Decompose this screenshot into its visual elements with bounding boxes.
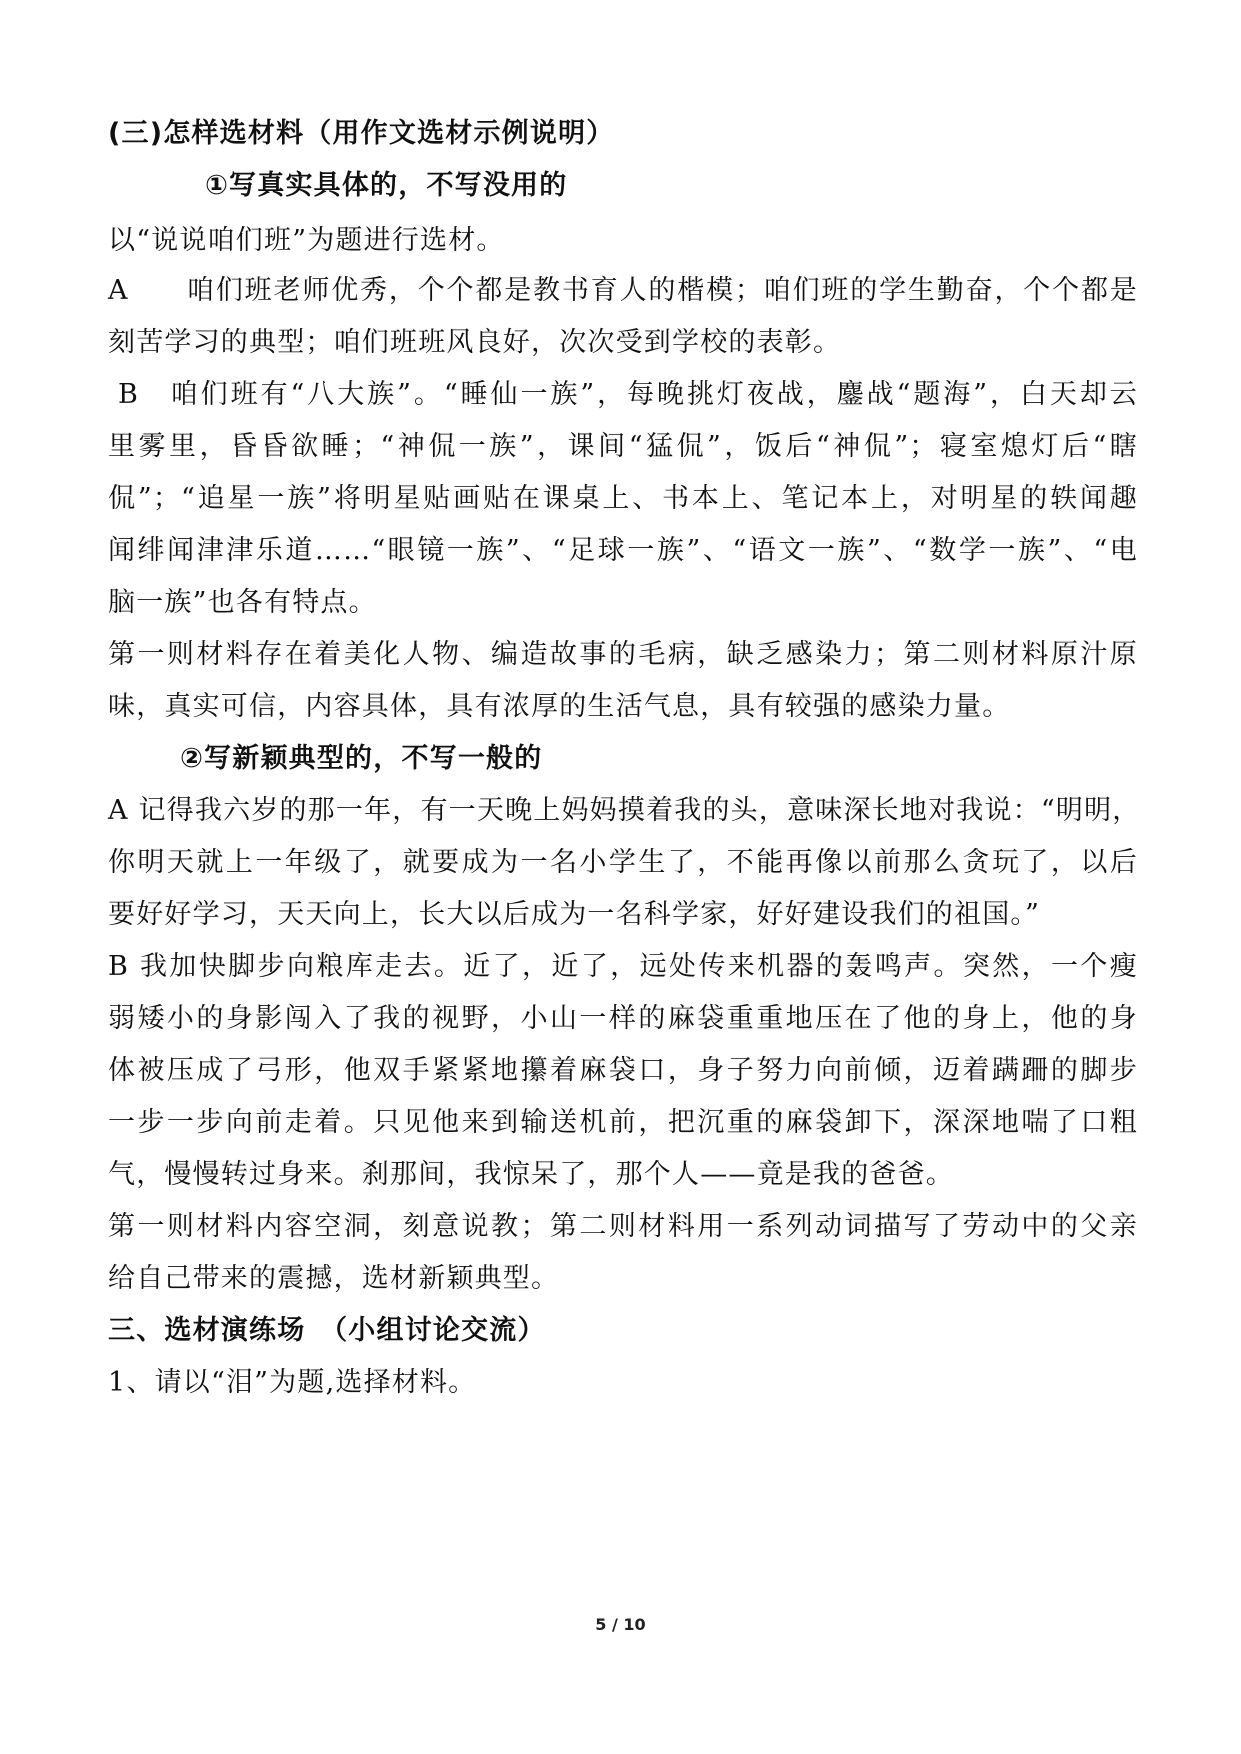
section-heading-choose-materials: (三)怎样选材料（用作文选材示例说明）	[108, 118, 615, 149]
paragraph-line: 你明天就上一年级了，就要成为一名小学生了，不能再像以前那么贪玩了，以后	[108, 847, 1138, 878]
paragraph-line: 要好好学习，天天向上，长大以后成为一名科学家，好好建设我们的祖国。”	[108, 899, 1041, 930]
paragraph-line: 一步一步向前走着。只见他来到输送机前，把沉重的麻袋卸下，深深地喘了口粗	[108, 1107, 1138, 1138]
paragraph-line: 以“说说咱们班”为题进行选材。	[108, 225, 505, 256]
subheading-real-specific: ①写真实具体的，不写没用的	[205, 170, 568, 201]
paragraph-line: 体被压成了弓形，他双手紧紧地攥着麻袋口，身子努力向前倾，迈着蹒跚的脚步	[108, 1055, 1138, 1086]
paragraph-line: A 记得我六岁的那一年，有一天晚上妈妈摸着我的头，意味深长地对我说：“明明，	[108, 795, 1141, 826]
section-heading-practice: 三、选材演练场 （小组讨论交流）	[108, 1315, 546, 1346]
paragraph-line: 侃”；“追星一族”将明星贴画贴在课桌上、书本上、笔记本上，对明星的轶闻趣	[108, 483, 1138, 514]
paragraph-line: 脑一族”也各有特点。	[108, 587, 377, 618]
exercise-item: 1、请以“泪”为题,选择材料。	[108, 1367, 477, 1398]
paragraph-line: 第一则材料存在着美化人物、编造故事的毛病，缺乏感染力；第二则材料原汁原	[108, 639, 1138, 670]
paragraph-line: 给自己带来的震撼，选材新颖典型。	[108, 1263, 560, 1294]
paragraph-line: 味，真实可信，内容具体，具有浓厚的生活气息，具有较强的感染力量。	[108, 691, 1011, 722]
paragraph-line: 闻绯闻津津乐道……“眼镜一族”、“足球一族”、“语文一族”、“数学一族”、“电	[108, 535, 1138, 566]
paragraph-line: B 我加快脚步向粮库走去。近了，近了，远处传来机器的轰鸣声。突然，一个瘦	[108, 951, 1138, 982]
subheading-novel-typical: ②写新颖典型的，不写一般的	[180, 743, 543, 774]
paragraph-line: 弱矮小的身影闯入了我的视野，小山一样的麻袋重重地压在了他的身上，他的身	[108, 1003, 1138, 1034]
paragraph-line: 刻苦学习的典型；咱们班班风良好，次次受到学校的表彰。	[108, 327, 842, 358]
paragraph-line: 里雾里，昏昏欲睡；“神侃一族”，课间“猛侃”，饭后“神侃”；寝室熄灯后“瞎	[108, 431, 1138, 462]
paragraph-line: A 咱们班老师优秀，个个都是教书育人的楷模；咱们班的学生勤奋，个个都是	[108, 275, 1138, 306]
paragraph-line: 第一则材料内容空洞，刻意说教；第二则材料用一系列动词描写了劳动中的父亲	[108, 1211, 1138, 1242]
page-number: 5 / 10	[595, 1615, 646, 1634]
paragraph-line: 气，慢慢转过身来。刹那间，我惊呆了，那个人——竟是我的爸爸。	[108, 1159, 954, 1190]
paragraph-line: B 咱们班有“八大族”。“睡仙一族”，每晚挑灯夜战，鏖战“题海”，白天却云	[118, 379, 1138, 410]
